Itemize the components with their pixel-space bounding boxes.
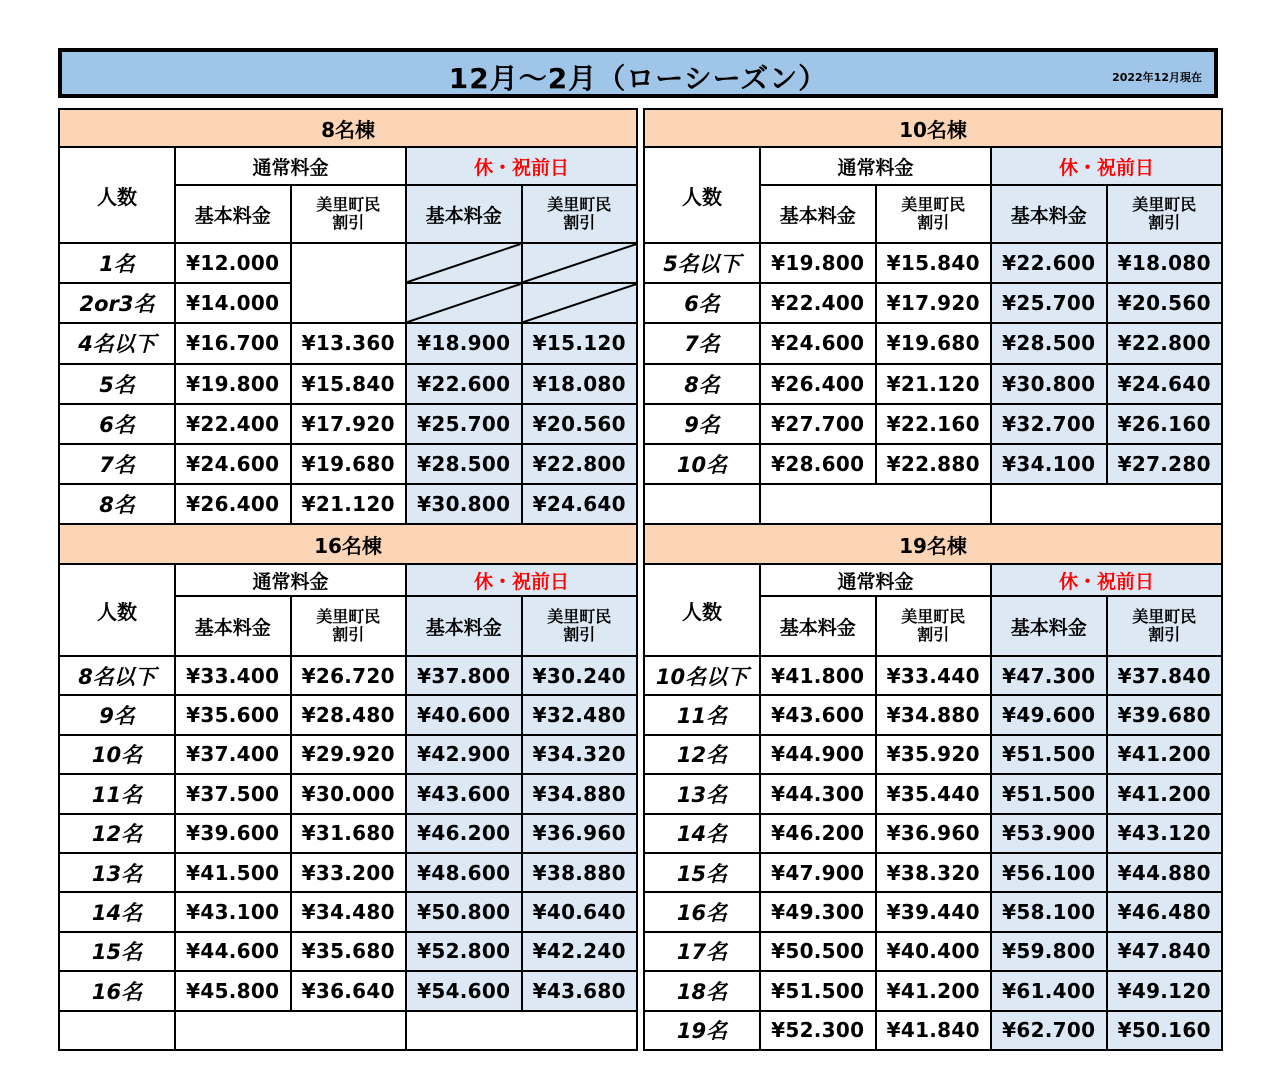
table-row	[644, 243, 1222, 283]
resident-discount-line2: 割引	[1148, 213, 1181, 232]
holiday-resident-price: ¥46.480	[1107, 892, 1223, 931]
holiday-resident-price: ¥39.680	[1107, 695, 1223, 734]
holiday-basic-price: ¥62.700	[991, 1011, 1107, 1050]
table-row	[644, 892, 1222, 931]
regular-resident-price: ¥21.120	[876, 364, 992, 404]
empty-cell	[406, 1011, 637, 1050]
empty-cell	[991, 484, 1222, 524]
table-row	[59, 814, 637, 853]
basic-rate-header: 基本料金	[175, 596, 291, 656]
resident-discount-header	[522, 185, 638, 243]
regular-resident-price: ¥19.680	[291, 444, 407, 484]
people-count: 10名以下	[644, 656, 760, 695]
regular-rate-header: 通常料金	[175, 564, 406, 596]
holiday-basic-price: ¥34.100	[991, 444, 1107, 484]
holiday-resident-price: ¥37.840	[1107, 656, 1223, 695]
regular-resident-price: ¥41.200	[876, 971, 992, 1010]
holiday-basic-price: ¥30.800	[991, 364, 1107, 404]
table-row	[59, 323, 637, 363]
resident-discount-line1: 美里町民	[901, 607, 966, 626]
table-row	[644, 444, 1222, 484]
building-8-table	[58, 108, 636, 525]
building-10-table	[643, 108, 1221, 525]
holiday-basic-price: ¥28.500	[991, 323, 1107, 363]
regular-basic-price: ¥24.600	[175, 444, 291, 484]
regular-basic-price: ¥44.900	[760, 735, 876, 774]
empty-cell	[175, 1011, 406, 1050]
regular-basic-price: ¥43.600	[760, 695, 876, 734]
holiday-basic-na	[406, 243, 522, 283]
price-table	[643, 523, 1223, 1051]
holiday-eve-header: 休・祝前日	[406, 564, 637, 596]
regular-rate-header: 通常料金	[175, 147, 406, 185]
table-row	[59, 695, 637, 734]
holiday-resident-price: ¥20.560	[522, 404, 638, 444]
table-row	[644, 971, 1222, 1010]
regular-basic-price: ¥19.800	[760, 243, 876, 283]
basic-rate-header: 基本料金	[760, 596, 876, 656]
basic-rate-header: 基本料金	[991, 185, 1107, 243]
regular-resident-price: ¥39.440	[876, 892, 992, 931]
regular-basic-price: ¥26.400	[175, 484, 291, 524]
holiday-resident-price: ¥20.560	[1107, 283, 1223, 323]
people-count: 10名	[644, 444, 760, 484]
table-row	[644, 484, 1222, 524]
regular-basic-price: ¥44.600	[175, 932, 291, 971]
people-count: 6名	[59, 404, 175, 444]
building-19-table	[643, 523, 1221, 1051]
resident-discount-header	[876, 596, 992, 656]
building-name: 19名棟	[644, 524, 1222, 564]
holiday-basic-price: ¥18.900	[406, 323, 522, 363]
resident-discount-header	[1107, 596, 1223, 656]
people-count: 14名	[59, 892, 175, 931]
regular-resident-price: ¥17.920	[876, 283, 992, 323]
empty-cell	[59, 1011, 175, 1050]
people-count: 8名以下	[59, 656, 175, 695]
regular-resident-price: ¥28.480	[291, 695, 407, 734]
regular-basic-price: ¥39.600	[175, 814, 291, 853]
holiday-basic-price: ¥49.600	[991, 695, 1107, 734]
regular-basic-price: ¥41.500	[175, 853, 291, 892]
people-header: 人数	[644, 147, 760, 243]
resident-discount-line1: 美里町民	[901, 195, 966, 214]
holiday-resident-price: ¥44.880	[1107, 853, 1223, 892]
regular-basic-price: ¥14.000	[175, 283, 291, 323]
regular-resident-price: ¥29.920	[291, 735, 407, 774]
holiday-basic-price: ¥22.600	[406, 364, 522, 404]
not-applicable-slash	[407, 284, 521, 322]
not-applicable-slash	[407, 244, 521, 282]
table-row	[644, 1011, 1222, 1050]
holiday-resident-na	[522, 283, 638, 323]
holiday-resident-na	[522, 243, 638, 283]
holiday-resident-price: ¥41.200	[1107, 774, 1223, 813]
regular-resident-price: ¥19.680	[876, 323, 992, 363]
resident-discount-header	[522, 596, 638, 656]
holiday-resident-price: ¥50.160	[1107, 1011, 1223, 1050]
basic-rate-header: 基本料金	[406, 596, 522, 656]
holiday-resident-price: ¥24.640	[522, 484, 638, 524]
regular-resident-price: ¥35.920	[876, 735, 992, 774]
basic-rate-header: 基本料金	[760, 185, 876, 243]
people-count: 11名	[59, 774, 175, 813]
people-count: 13名	[59, 853, 175, 892]
holiday-resident-price: ¥24.640	[1107, 364, 1223, 404]
not-applicable-slash	[523, 284, 637, 322]
people-count: 13名	[644, 774, 760, 813]
price-table	[58, 108, 638, 525]
resident-discount-line1: 美里町民	[316, 195, 381, 214]
regular-resident-price: ¥22.880	[876, 444, 992, 484]
table-row	[59, 404, 637, 444]
holiday-resident-price: ¥18.080	[522, 364, 638, 404]
table-row	[644, 695, 1222, 734]
holiday-basic-price: ¥43.600	[406, 774, 522, 813]
table-row	[59, 364, 637, 404]
regular-basic-price: ¥41.800	[760, 656, 876, 695]
people-count: 16名	[59, 971, 175, 1010]
table-row	[59, 892, 637, 931]
people-count: 2or3名	[59, 283, 175, 323]
holiday-resident-price: ¥32.480	[522, 695, 638, 734]
table-row	[644, 656, 1222, 695]
holiday-eve-header: 休・祝前日	[406, 147, 637, 185]
holiday-eve-header: 休・祝前日	[991, 564, 1222, 596]
resident-discount-line2: 割引	[1148, 625, 1181, 644]
people-count: 15名	[59, 932, 175, 971]
people-count: 12名	[644, 735, 760, 774]
regular-resident-price: ¥17.920	[291, 404, 407, 444]
regular-resident-price: ¥15.840	[291, 364, 407, 404]
people-count: 11名	[644, 695, 760, 734]
holiday-resident-price: ¥26.160	[1107, 404, 1223, 444]
holiday-basic-price: ¥25.700	[991, 283, 1107, 323]
regular-resident-price: ¥21.120	[291, 484, 407, 524]
resident-discount-line2: 割引	[563, 625, 596, 644]
regular-basic-price: ¥51.500	[760, 971, 876, 1010]
regular-resident-price: ¥38.320	[876, 853, 992, 892]
holiday-basic-price: ¥61.400	[991, 971, 1107, 1010]
people-count: 1名	[59, 243, 175, 283]
holiday-resident-price: ¥36.960	[522, 814, 638, 853]
resident-discount-line2: 割引	[332, 625, 365, 644]
regular-basic-price: ¥47.900	[760, 853, 876, 892]
page-title-banner	[58, 48, 1218, 98]
resident-discount-line1: 美里町民	[1132, 607, 1197, 626]
people-count: 5名以下	[644, 243, 760, 283]
table-row	[644, 932, 1222, 971]
regular-resident-price: ¥34.480	[291, 892, 407, 931]
regular-basic-price: ¥22.400	[760, 283, 876, 323]
regular-resident-price: ¥34.880	[876, 695, 992, 734]
holiday-basic-price: ¥53.900	[991, 814, 1107, 853]
people-count: 17名	[644, 932, 760, 971]
regular-resident-price: ¥35.680	[291, 932, 407, 971]
empty-cell	[760, 484, 991, 524]
page-title: 12月～2月（ローシーズン）	[448, 62, 828, 95]
table-row	[644, 283, 1222, 323]
holiday-resident-price: ¥18.080	[1107, 243, 1223, 283]
regular-resident-price: ¥26.720	[291, 656, 407, 695]
regular-basic-price: ¥33.400	[175, 656, 291, 695]
holiday-basic-price: ¥54.600	[406, 971, 522, 1010]
holiday-resident-price: ¥22.800	[1107, 323, 1223, 363]
people-header: 人数	[59, 564, 175, 656]
regular-basic-price: ¥27.700	[760, 404, 876, 444]
regular-resident-price: ¥22.160	[876, 404, 992, 444]
holiday-basic-price: ¥51.500	[991, 774, 1107, 813]
holiday-basic-price: ¥32.700	[991, 404, 1107, 444]
table-row	[59, 484, 637, 524]
resident-discount-line1: 美里町民	[1132, 195, 1197, 214]
building-name: 8名棟	[59, 109, 637, 147]
regular-resident-price: ¥33.440	[876, 656, 992, 695]
holiday-resident-price: ¥38.880	[522, 853, 638, 892]
basic-rate-header: 基本料金	[406, 185, 522, 243]
regular-rate-header: 通常料金	[760, 147, 991, 185]
table-row	[644, 323, 1222, 363]
regular-resident-price: ¥35.440	[876, 774, 992, 813]
resident-discount-line1: 美里町民	[547, 195, 612, 214]
holiday-resident-price: ¥22.800	[522, 444, 638, 484]
regular-basic-price: ¥37.500	[175, 774, 291, 813]
table-row	[59, 1011, 637, 1050]
regular-basic-price: ¥26.400	[760, 364, 876, 404]
table-row	[59, 932, 637, 971]
regular-resident-price: ¥30.000	[291, 774, 407, 813]
holiday-basic-price: ¥52.800	[406, 932, 522, 971]
table-row	[59, 774, 637, 813]
holiday-basic-price: ¥51.500	[991, 735, 1107, 774]
resident-discount-header	[291, 185, 407, 243]
basic-rate-header: 基本料金	[175, 185, 291, 243]
holiday-basic-price: ¥46.200	[406, 814, 522, 853]
regular-resident-price: ¥15.840	[876, 243, 992, 283]
regular-basic-price: ¥16.700	[175, 323, 291, 363]
regular-basic-price: ¥19.800	[175, 364, 291, 404]
people-count: 7名	[644, 323, 760, 363]
table-row	[644, 364, 1222, 404]
holiday-resident-price: ¥30.240	[522, 656, 638, 695]
not-applicable-slash	[523, 244, 637, 282]
regular-basic-price: ¥43.100	[175, 892, 291, 931]
holiday-resident-price: ¥41.200	[1107, 735, 1223, 774]
resident-discount-line2: 割引	[917, 213, 950, 232]
people-count: 15名	[644, 853, 760, 892]
regular-basic-price: ¥37.400	[175, 735, 291, 774]
table-row	[59, 853, 637, 892]
regular-basic-price: ¥24.600	[760, 323, 876, 363]
as-of-date: 2022年12月現在	[1112, 71, 1202, 84]
holiday-resident-price: ¥43.120	[1107, 814, 1223, 853]
holiday-resident-price: ¥49.120	[1107, 971, 1223, 1010]
resident-discount-line2: 割引	[332, 213, 365, 232]
empty-cell	[644, 484, 760, 524]
regular-resident-price: ¥36.640	[291, 971, 407, 1010]
regular-basic-price: ¥12.000	[175, 243, 291, 283]
holiday-basic-price: ¥48.600	[406, 853, 522, 892]
table-row	[644, 853, 1222, 892]
resident-discount-header	[291, 596, 407, 656]
people-count: 16名	[644, 892, 760, 931]
people-count: 9名	[644, 404, 760, 444]
holiday-resident-price: ¥27.280	[1107, 444, 1223, 484]
holiday-resident-price: ¥40.640	[522, 892, 638, 931]
holiday-basic-price: ¥56.100	[991, 853, 1107, 892]
people-count: 10名	[59, 735, 175, 774]
regular-resident-price: ¥36.960	[876, 814, 992, 853]
people-count: 12名	[59, 814, 175, 853]
holiday-basic-price: ¥37.800	[406, 656, 522, 695]
price-table	[58, 523, 638, 1051]
holiday-resident-price: ¥34.880	[522, 774, 638, 813]
building-name: 10名棟	[644, 109, 1222, 147]
people-count: 6名	[644, 283, 760, 323]
holiday-basic-price: ¥28.500	[406, 444, 522, 484]
building-16-table	[58, 523, 636, 1051]
resident-discount-header	[876, 185, 992, 243]
table-row	[644, 735, 1222, 774]
people-header: 人数	[59, 147, 175, 243]
regular-basic-price: ¥46.200	[760, 814, 876, 853]
holiday-resident-price: ¥47.840	[1107, 932, 1223, 971]
regular-rate-header: 通常料金	[760, 564, 991, 596]
regular-basic-price: ¥35.600	[175, 695, 291, 734]
holiday-resident-price: ¥15.120	[522, 323, 638, 363]
regular-resident-price-empty	[291, 243, 407, 323]
people-count: 7名	[59, 444, 175, 484]
holiday-basic-na	[406, 283, 522, 323]
basic-rate-header: 基本料金	[991, 596, 1107, 656]
regular-resident-price: ¥13.360	[291, 323, 407, 363]
regular-basic-price: ¥45.800	[175, 971, 291, 1010]
resident-discount-line1: 美里町民	[316, 607, 381, 626]
people-count: 4名以下	[59, 323, 175, 363]
people-count: 5名	[59, 364, 175, 404]
holiday-resident-price: ¥34.320	[522, 735, 638, 774]
holiday-eve-header: 休・祝前日	[991, 147, 1222, 185]
holiday-basic-price: ¥40.600	[406, 695, 522, 734]
holiday-basic-price: ¥58.100	[991, 892, 1107, 931]
resident-discount-header	[1107, 185, 1223, 243]
table-row	[644, 404, 1222, 444]
table-row	[644, 774, 1222, 813]
regular-basic-price: ¥52.300	[760, 1011, 876, 1050]
holiday-basic-price: ¥47.300	[991, 656, 1107, 695]
resident-discount-line1: 美里町民	[547, 607, 612, 626]
holiday-basic-price: ¥30.800	[406, 484, 522, 524]
table-row	[59, 444, 637, 484]
people-count: 14名	[644, 814, 760, 853]
regular-basic-price: ¥22.400	[175, 404, 291, 444]
price-table	[643, 108, 1223, 525]
holiday-basic-price: ¥42.900	[406, 735, 522, 774]
table-row	[59, 735, 637, 774]
table-row	[644, 814, 1222, 853]
holiday-basic-price: ¥59.800	[991, 932, 1107, 971]
people-count: 8名	[644, 364, 760, 404]
resident-discount-line2: 割引	[917, 625, 950, 644]
people-header: 人数	[644, 564, 760, 656]
people-count: 18名	[644, 971, 760, 1010]
table-row	[59, 243, 637, 283]
holiday-basic-price: ¥50.800	[406, 892, 522, 931]
resident-discount-line2: 割引	[563, 213, 596, 232]
regular-basic-price: ¥49.300	[760, 892, 876, 931]
building-name: 16名棟	[59, 524, 637, 564]
people-count: 8名	[59, 484, 175, 524]
regular-basic-price: ¥28.600	[760, 444, 876, 484]
table-row	[59, 656, 637, 695]
regular-basic-price: ¥44.300	[760, 774, 876, 813]
people-count: 9名	[59, 695, 175, 734]
table-row	[59, 971, 637, 1010]
regular-resident-price: ¥33.200	[291, 853, 407, 892]
holiday-basic-price: ¥25.700	[406, 404, 522, 444]
regular-resident-price: ¥40.400	[876, 932, 992, 971]
holiday-resident-price: ¥42.240	[522, 932, 638, 971]
holiday-resident-price: ¥43.680	[522, 971, 638, 1010]
regular-resident-price: ¥31.680	[291, 814, 407, 853]
regular-basic-price: ¥50.500	[760, 932, 876, 971]
people-count: 19名	[644, 1011, 760, 1050]
holiday-basic-price: ¥22.600	[991, 243, 1107, 283]
regular-resident-price: ¥41.840	[876, 1011, 992, 1050]
